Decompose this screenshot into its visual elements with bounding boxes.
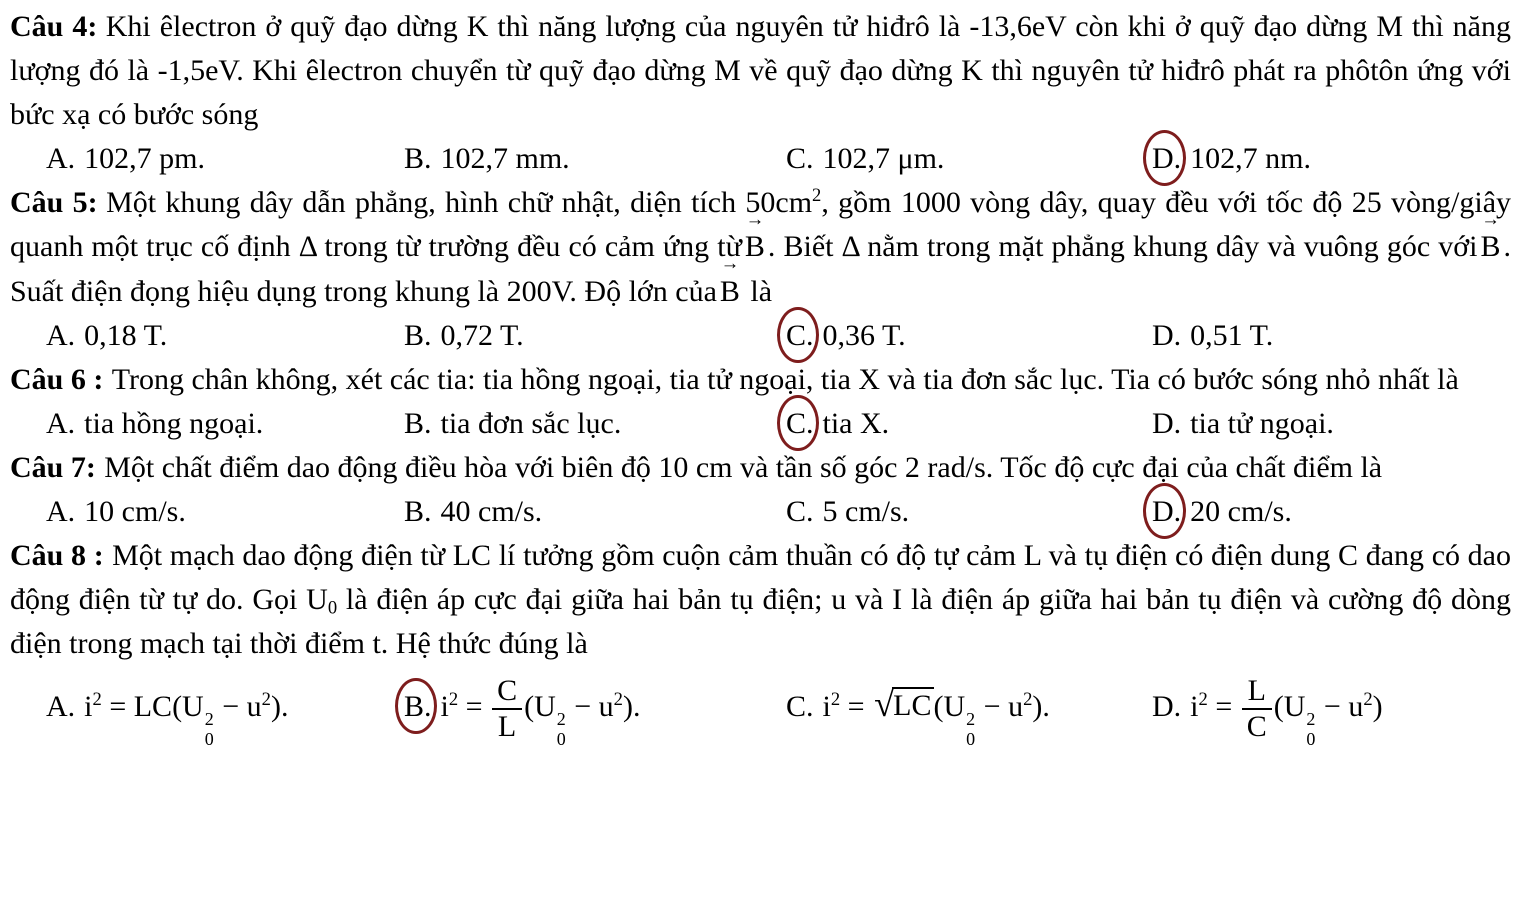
option-letter: B. [404,142,432,176]
option-letter: D. [1152,689,1182,723]
answer-option[interactable] [404,137,786,181]
option-letter: C. [786,689,814,723]
fraction: $\frac{L}{C}$ [1242,674,1272,743]
question-text: Một chất điểm dao động điều hòa với biên độ 10 cm và tần số góc 2 rad/s. Tốc độ cực đại của chất điểm là [104,450,1383,484]
answer-option[interactable] [1152,674,1511,749]
option-letter: D. [1152,318,1182,352]
question-block [10,534,1511,751]
answer-option[interactable] [46,314,404,358]
option-letter: B. [404,406,432,440]
option-text: 20 cm/s. [1190,495,1292,529]
answer-option[interactable] [404,490,786,534]
question-stem [10,181,1511,313]
fraction: $\frac{C}{L}$ [492,674,522,743]
option-letter: C. [786,142,814,176]
option-letter: A. [46,495,76,529]
answer-options-row [10,666,1511,751]
question-stem [10,446,1511,490]
option-letter: A. [46,689,76,723]
answer-option[interactable] [1152,137,1511,181]
answer-option[interactable] [1152,402,1511,446]
option-letter: A. [46,406,76,440]
square-root: √ LC [874,682,932,724]
answer-option[interactable] [786,490,1152,534]
question-stem [10,5,1511,137]
option-letter: C. [786,495,814,529]
question-number: Câu 6 : [10,362,104,396]
option-letter: A. [46,142,76,176]
option-letter-circled: C. [786,314,814,358]
question-number: Câu 7: [10,450,96,484]
sup-sub-script: 2 0 [556,709,566,750]
answer-option[interactable] [1152,490,1511,534]
option-text: $i^2$ = √ LC (U 2 0 − $u^2$). [822,682,1050,750]
question-block [10,181,1511,357]
option-text: 0,51 T. [1190,318,1274,352]
option-text: 102,7 pm. [84,142,206,176]
answer-option[interactable] [786,682,1152,750]
option-letter-circled: C. [786,402,814,446]
answer-option[interactable] [46,402,404,446]
answer-option[interactable] [786,137,1152,181]
question-text: Một mạch dao động điện từ LC lí tưởng gồm cuộn cảm thuần có độ tự cảm L và tụ điện có điện dung C đang có dao động điện từ tự do. Gọi $U_0$ là điện áp cực đại giữa hai bản tụ điện; u và I là điện áp giữa hai bản tụ điện và cường độ dòng điện trong mạch tại thời điểm t. Hệ thức đúng là [10,539,1512,661]
answer-options-row [10,490,1511,534]
vector-symbol: → B [745,225,765,269]
answer-option[interactable] [1152,314,1511,358]
option-text: $i^2$ = $\frac{L}{C}$ (U 2 0 − $u^2$) [1190,674,1383,750]
option-text: 10 cm/s. [84,495,186,529]
option-text: $i^2 = LC(U$ 2 0 − $u^2$). [84,688,289,750]
option-text: tia X. [822,406,890,440]
sup-sub-script: 2 0 [204,709,214,750]
option-text: 102,7 μm. [822,142,945,176]
answer-option[interactable] [404,314,786,358]
option-text: tia tử ngoại. [1190,406,1334,440]
question-number: Câu 8 : [10,539,104,573]
answer-option[interactable] [46,685,404,750]
vector-symbol: → B [720,270,740,314]
option-text: 0,72 T. [440,318,524,352]
answer-options-row [10,314,1511,358]
answer-option[interactable] [786,314,1152,358]
question-stem [10,358,1511,402]
option-letter: A. [46,318,76,352]
question-block [10,358,1511,446]
option-text: tia hồng ngoại. [84,406,264,440]
question-block [10,5,1511,181]
question-text: Khi êlectron ở quỹ đạo dừng K thì năng lượng của nguyên tử hiđrô là -13,6eV còn khi ở quỹ đạo dừng M thì năng lượng đó là -1,5eV. Khi êlectron chuyển từ quỹ đạo dừng M về quỹ đạo dừng K thì nguyên tử hiđrô phát ra phôtôn ứng với bức xạ có bước sóng [10,10,1511,132]
option-letter-circled: B. [404,685,432,729]
option-letter: D. [1152,406,1182,440]
option-text: 40 cm/s. [440,495,543,529]
option-text: $i^2$ = $\frac{C}{L}$ (U 2 0 − $u^2$). [440,674,641,750]
question-text: Một khung dây dẫn phẳng, hình chữ nhật, diện tích $50cm^2$, gồm 1000 vòng dây, quay đều với tốc độ 25 vòng/giây quanh một trục cố định Δ trong từ trường đều có cảm ứng từ → B . Biết Δ nằm trong mặt phẳng khung dây và vuông góc với → B . Suất điện đọng hiệu dụng trong khung là 200V. Độ lớn của → B là [10,186,1511,307]
option-letter-circled: D. [1152,137,1181,181]
answer-option[interactable] [786,402,1152,446]
question-number: Câu 4: [10,10,98,43]
answer-option[interactable] [404,674,786,749]
answer-options-row [10,402,1511,446]
answer-option[interactable] [404,402,786,446]
answer-option[interactable] [46,490,404,534]
vector-symbol: → B [1481,225,1501,269]
option-text: 5 cm/s. [822,495,910,529]
question-text: Trong chân không, xét các tia: tia hồng ngoại, tia tử ngoại, tia X và tia đơn sắc lục. Tia có bước sóng nhỏ nhất là [111,362,1459,396]
option-text: 0,18 T. [84,318,168,352]
option-text: tia đơn sắc lục. [440,406,622,440]
question-block [10,446,1511,534]
question-number: Câu 5: [10,186,98,220]
answer-options-row [10,137,1511,181]
option-text: 102,7 nm. [1190,142,1312,176]
question-stem [10,534,1511,666]
option-text: 102,7 mm. [440,142,570,176]
sup-sub-script: 2 0 [966,709,976,750]
answer-option[interactable] [46,137,404,181]
option-letter: B. [404,318,432,352]
sup-sub-script: 2 0 [1306,709,1316,750]
option-text: 0,36 T. [822,318,906,352]
option-letter-circled: D. [1152,490,1181,534]
option-letter: B. [404,495,432,529]
